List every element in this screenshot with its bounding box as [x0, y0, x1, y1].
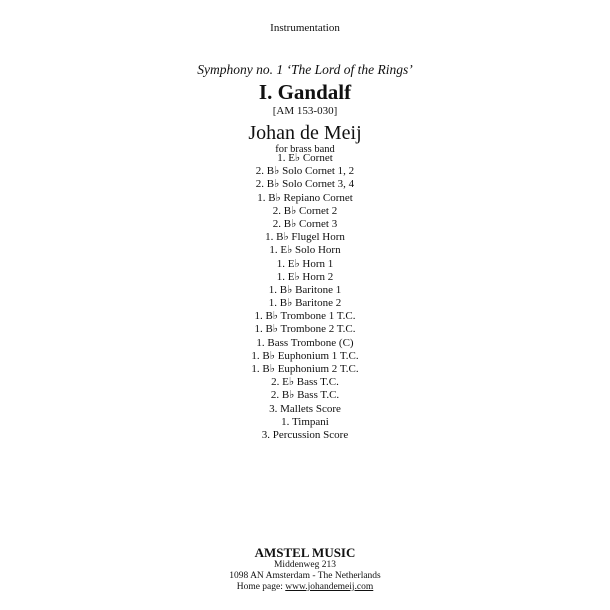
part-item: 3. Percussion Score	[261, 428, 349, 441]
part-item: 1. B♭ Trombone 1 T.C.	[254, 310, 356, 323]
part-item: 3. Mallets Score	[269, 402, 341, 415]
title-block	[0, 62, 610, 156]
publisher-home-page	[0, 582, 610, 593]
work-subtitle: Symphony no. 1 ‘The Lord of the Rings’	[197, 62, 413, 77]
part-item: 1. B♭ Baritone 1	[268, 283, 342, 296]
publisher-city: 1098 AN Amsterdam - The Netherlands	[229, 571, 381, 581]
page-header-label: Instrumentation	[270, 22, 340, 34]
part-item: 1. B♭ Euphonium 2 T.C.	[251, 363, 359, 375]
part-item: 1. E♭ Solo Horn	[269, 244, 341, 257]
part-item: 1. B♭ Trombone 2 T.C.	[254, 323, 356, 336]
part-item: 1. E♭ Horn 2	[276, 270, 334, 283]
publisher-street: Middenweg 213	[273, 560, 336, 570]
part-item: 1. Timpani	[281, 415, 329, 428]
arrangement-note: for brass band	[275, 144, 335, 155]
composer-name: Johan de Meij	[248, 122, 362, 144]
part-item: 1. E♭ Cornet	[277, 152, 333, 164]
home-page-label: Home page:	[236, 582, 286, 592]
publisher-block	[0, 545, 610, 593]
instrument-parts-list	[0, 152, 610, 442]
part-item: 2. E♭ Bass T.C.	[271, 376, 339, 389]
part-item: 2. B♭ Solo Cornet 3, 4	[255, 178, 355, 191]
part-item: 1. B♭ Euphonium 1 T.C.	[251, 349, 359, 362]
part-item: 1. B♭ Baritone 2	[268, 297, 342, 310]
home-page-link[interactable]: www.johandemeij.com	[285, 582, 374, 592]
movement-title: I. Gandalf	[258, 80, 352, 104]
part-item: 2. B♭ Solo Cornet 1, 2	[255, 165, 355, 178]
part-item: 1. E♭ Horn 1	[276, 257, 334, 270]
catalog-number: [AM 153-030]	[272, 105, 338, 117]
part-item: 1. B♭ Flugel Horn	[265, 231, 345, 244]
part-item: 1. Bass Trombone (C)	[256, 336, 354, 349]
part-item: 2. B♭ Cornet 2	[272, 204, 338, 217]
part-item: 1. B♭ Repiano Cornet	[257, 191, 353, 204]
publisher-name: AMSTEL MUSIC	[254, 545, 356, 560]
part-item: 2. B♭ Cornet 3	[272, 217, 338, 230]
part-item: 2. B♭ Bass T.C.	[270, 389, 340, 402]
